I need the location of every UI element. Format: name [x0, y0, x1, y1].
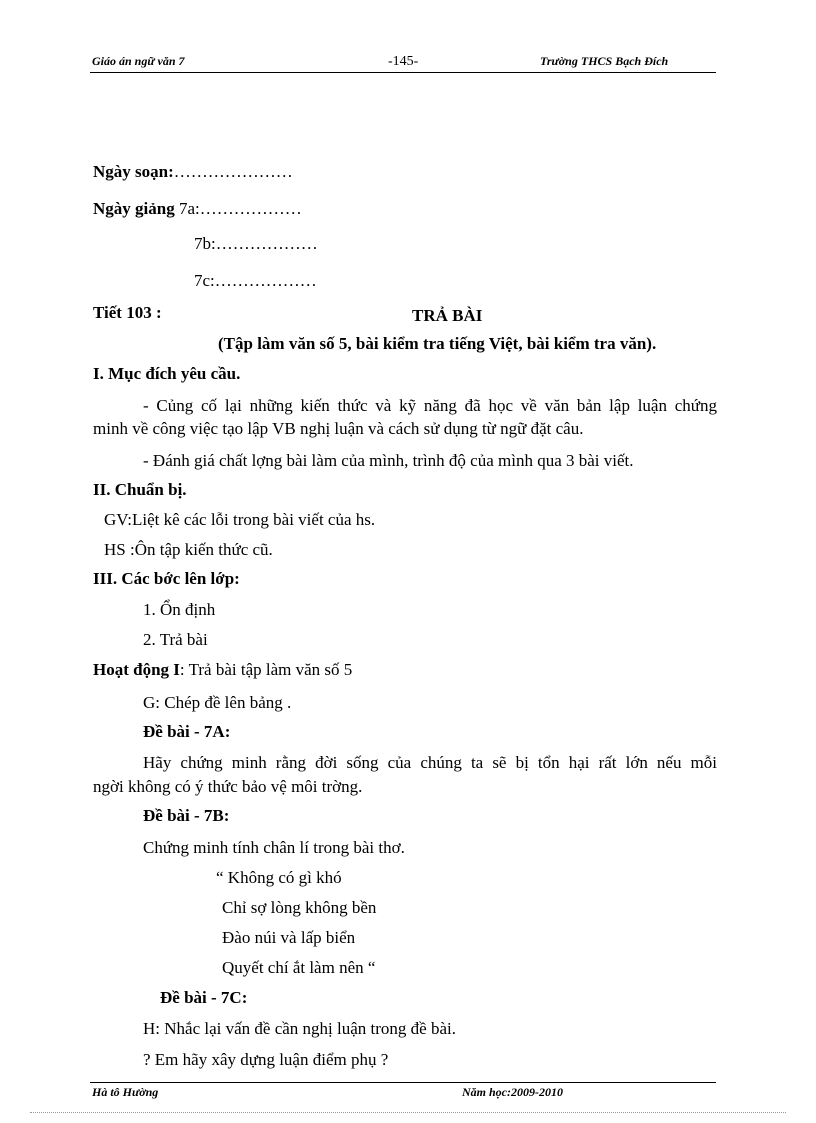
- lesson-subtitle: (Tập làm văn số 5, bài kiểm tra tiếng Việt, bài kiểm tra văn).: [218, 334, 657, 353]
- section-3-heading: III. Các bớc lên lớp:: [93, 569, 240, 588]
- section-2-gv: GV:Liệt kê các lỗi trong bài viết của hs.: [104, 510, 376, 529]
- footer-left: Hà tô Hường: [92, 1085, 159, 1099]
- poem-line-4: Quyết chí ắt làm nên “: [222, 958, 376, 977]
- de-bai-7c-heading: Đề bài - 7C:: [160, 988, 248, 1007]
- de-bai-7b-heading: Đề bài - 7B:: [143, 806, 230, 825]
- header-right: Trường THCS Bạch Đích: [540, 54, 669, 68]
- activity-1-text: : Trả bài tập làm văn số 5: [179, 660, 353, 679]
- header-page-number: -145-: [388, 54, 419, 69]
- poem-line-1: “ Không có gì khó: [216, 868, 342, 887]
- activity-1: [93, 660, 352, 680]
- ngay-soan-label: Ngày soạn:: [93, 162, 174, 181]
- de-bai-7a-heading: Đề bài - 7A:: [143, 722, 231, 741]
- poem-line-2: Chỉ sợ lòng không bền: [222, 898, 377, 917]
- section-3-step1: 1. Ổn định: [143, 600, 216, 619]
- de-bai-7a-line1: Hãy chứng minh rằng đời sống của chúng ta sẽ bị tổn hại rất lớn nếu mỗi: [143, 753, 717, 772]
- page-bottom-dotted-rule: [30, 1112, 786, 1113]
- ngay-soan-dots: …………………: [173, 162, 293, 181]
- footer-right: Năm học:2009-2010: [462, 1085, 563, 1099]
- ngay-giang-label: Ngày giảng: [93, 199, 175, 218]
- section-2-heading: II. Chuẩn bị.: [93, 480, 187, 499]
- section-2-hs: HS :Ôn tập kiến thức cũ.: [104, 540, 273, 559]
- activity-1-g: G: Chép đề lên bảng .: [143, 693, 292, 712]
- class-7c: 7c:………………: [194, 271, 317, 290]
- lesson-period: Tiết 103 :: [93, 303, 162, 322]
- section-1-p2: - Đánh giá chất lợng bài làm của mình, trình độ của mình qua 3 bài viết.: [143, 451, 634, 470]
- poem-line-3: Đào núi và lấp biển: [222, 928, 356, 947]
- header-rule: [90, 72, 716, 73]
- section-1-p1-line1: - Củng cố lại những kiến thức và kỹ năng đã học về văn bản lập luận chứng: [143, 396, 717, 415]
- section-1-p1-line2: minh về công việc tạo lập VB nghị luận và cách sử dụng từ ngữ đặt câu.: [93, 419, 584, 438]
- lesson-title: TRẢ BÀI: [412, 306, 483, 325]
- question-1: H: Nhắc lại vấn đề cần nghị luận trong đề bài.: [143, 1019, 456, 1038]
- class-7b: 7b:………………: [194, 234, 318, 253]
- header-left: Giáo án ngữ văn 7: [92, 54, 185, 68]
- section-1-heading: I. Mục đích yêu cầu.: [93, 364, 241, 383]
- activity-1-label: Hoạt động I: [93, 660, 180, 679]
- question-2: ? Em hãy xây dựng luận điểm phụ ?: [143, 1050, 389, 1069]
- ngay-giang: [93, 199, 302, 219]
- de-bai-7b-intro: Chứng minh tính chân lí trong bài thơ.: [143, 838, 405, 857]
- class-7a: 7a:………………: [178, 199, 302, 218]
- footer-rule: [90, 1082, 716, 1083]
- de-bai-7a-line2: ngời không có ý thức bảo vệ môi trờng.: [93, 777, 363, 796]
- section-3-step2: 2. Trả bài: [143, 630, 208, 649]
- ngay-soan: [93, 162, 293, 182]
